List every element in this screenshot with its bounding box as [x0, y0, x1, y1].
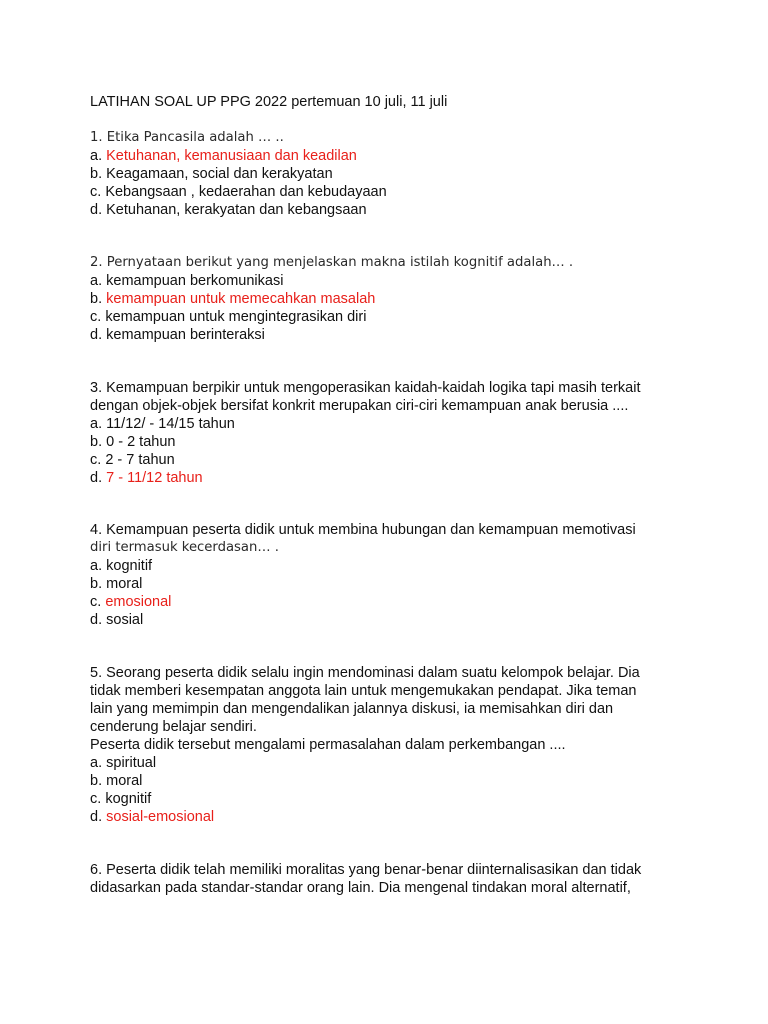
question-stem: 5. Seorang peserta didik selalu ingin mendominasi dalam suatu kelompok belajar. Dia [90, 665, 640, 681]
question-stem: Peserta didik tersebut mengalami permasalahan dalam perkembangan .... [90, 737, 566, 753]
correct-answer: Ketuhanan, kemanusiaan dan keadilan [106, 148, 357, 164]
question-stem: didasarkan pada standar-standar orang lain. Dia mengenal tindakan moral alternatif, [90, 880, 631, 896]
question-stem: lain yang memimpin dan mengendalikan jalannya diskusi, ia memisahkan diri dan [90, 701, 614, 717]
correct-answer: emosional [105, 594, 172, 610]
question-1 [90, 129, 690, 219]
option-a: a. spiritual [90, 755, 157, 771]
option-d: d. 7 - 11/12 tahun [90, 470, 203, 486]
question-4 [90, 521, 690, 629]
question-2 [90, 254, 690, 344]
correct-answer: kemampuan untuk memecahkan masalah [106, 291, 376, 307]
option-c: c. Kebangsaan , kedaerahan dan kebudayaan [90, 184, 387, 200]
correct-answer: sosial-emosional [106, 809, 215, 825]
question-stem: 3. Kemampuan berpikir untuk mengoperasikan kaidah-kaidah logika tapi masih terkait [90, 380, 641, 396]
document-title: LATIHAN SOAL UP PPG 2022 pertemuan 10 juli, 11 juli [90, 94, 448, 110]
option-d: d. kemampuan berinteraksi [90, 327, 265, 343]
option-b: b. 0 - 2 tahun [90, 434, 176, 450]
option-a: a. kemampuan berkomunikasi [90, 273, 284, 289]
option-d: d. sosial [90, 612, 144, 628]
option-c: c. kognitif [90, 791, 152, 807]
option-d: d. sosial-emosional [90, 809, 215, 825]
question-6 [90, 861, 690, 897]
option-a: a. 11/12/ - 14/15 tahun [90, 416, 235, 432]
question-stem: 6. Peserta didik telah memiliki moralitas yang benar-benar diinternalisasikan dan tidak [90, 862, 642, 878]
option-b: b. kemampuan untuk memecahkan masalah [90, 291, 376, 307]
question-stem: 2. Pernyataan berikut yang menjelaskan makna istilah kognitif adalah… . [90, 255, 574, 270]
option-b: b. moral [90, 773, 143, 789]
option-d: d. Ketuhanan, kerakyatan dan kebangsaan [90, 202, 367, 218]
option-c: c. emosional [90, 594, 172, 610]
question-stem: dengan objek-objek bersifat konkrit merupakan ciri-ciri kemampuan anak berusia .... [90, 398, 629, 414]
question-stem: 4. Kemampuan peserta didik untuk membina hubungan dan kemampuan memotivasi [90, 522, 636, 538]
question-5 [90, 664, 690, 826]
option-c: c. kemampuan untuk mengintegrasikan diri [90, 309, 367, 325]
option-c: c. 2 - 7 tahun [90, 452, 175, 468]
option-b: b. Keagamaan, social dan kerakyatan [90, 166, 333, 182]
option-a: a. kognitif [90, 558, 153, 574]
question-stem: cenderung belajar sendiri. [90, 719, 257, 735]
option-b: b. moral [90, 576, 143, 592]
question-stem: 1. Etika Pancasila adalah … .. [90, 130, 284, 145]
correct-answer: 7 - 11/12 tahun [106, 470, 203, 486]
question-3 [90, 379, 690, 487]
question-stem: tidak memberi kesempatan anggota lain untuk mengemukakan pendapat. Jika teman [90, 683, 637, 699]
question-stem: diri termasuk kecerdasan… . [90, 540, 279, 555]
option-a: a. Ketuhanan, kemanusiaan dan keadilan [90, 148, 357, 164]
